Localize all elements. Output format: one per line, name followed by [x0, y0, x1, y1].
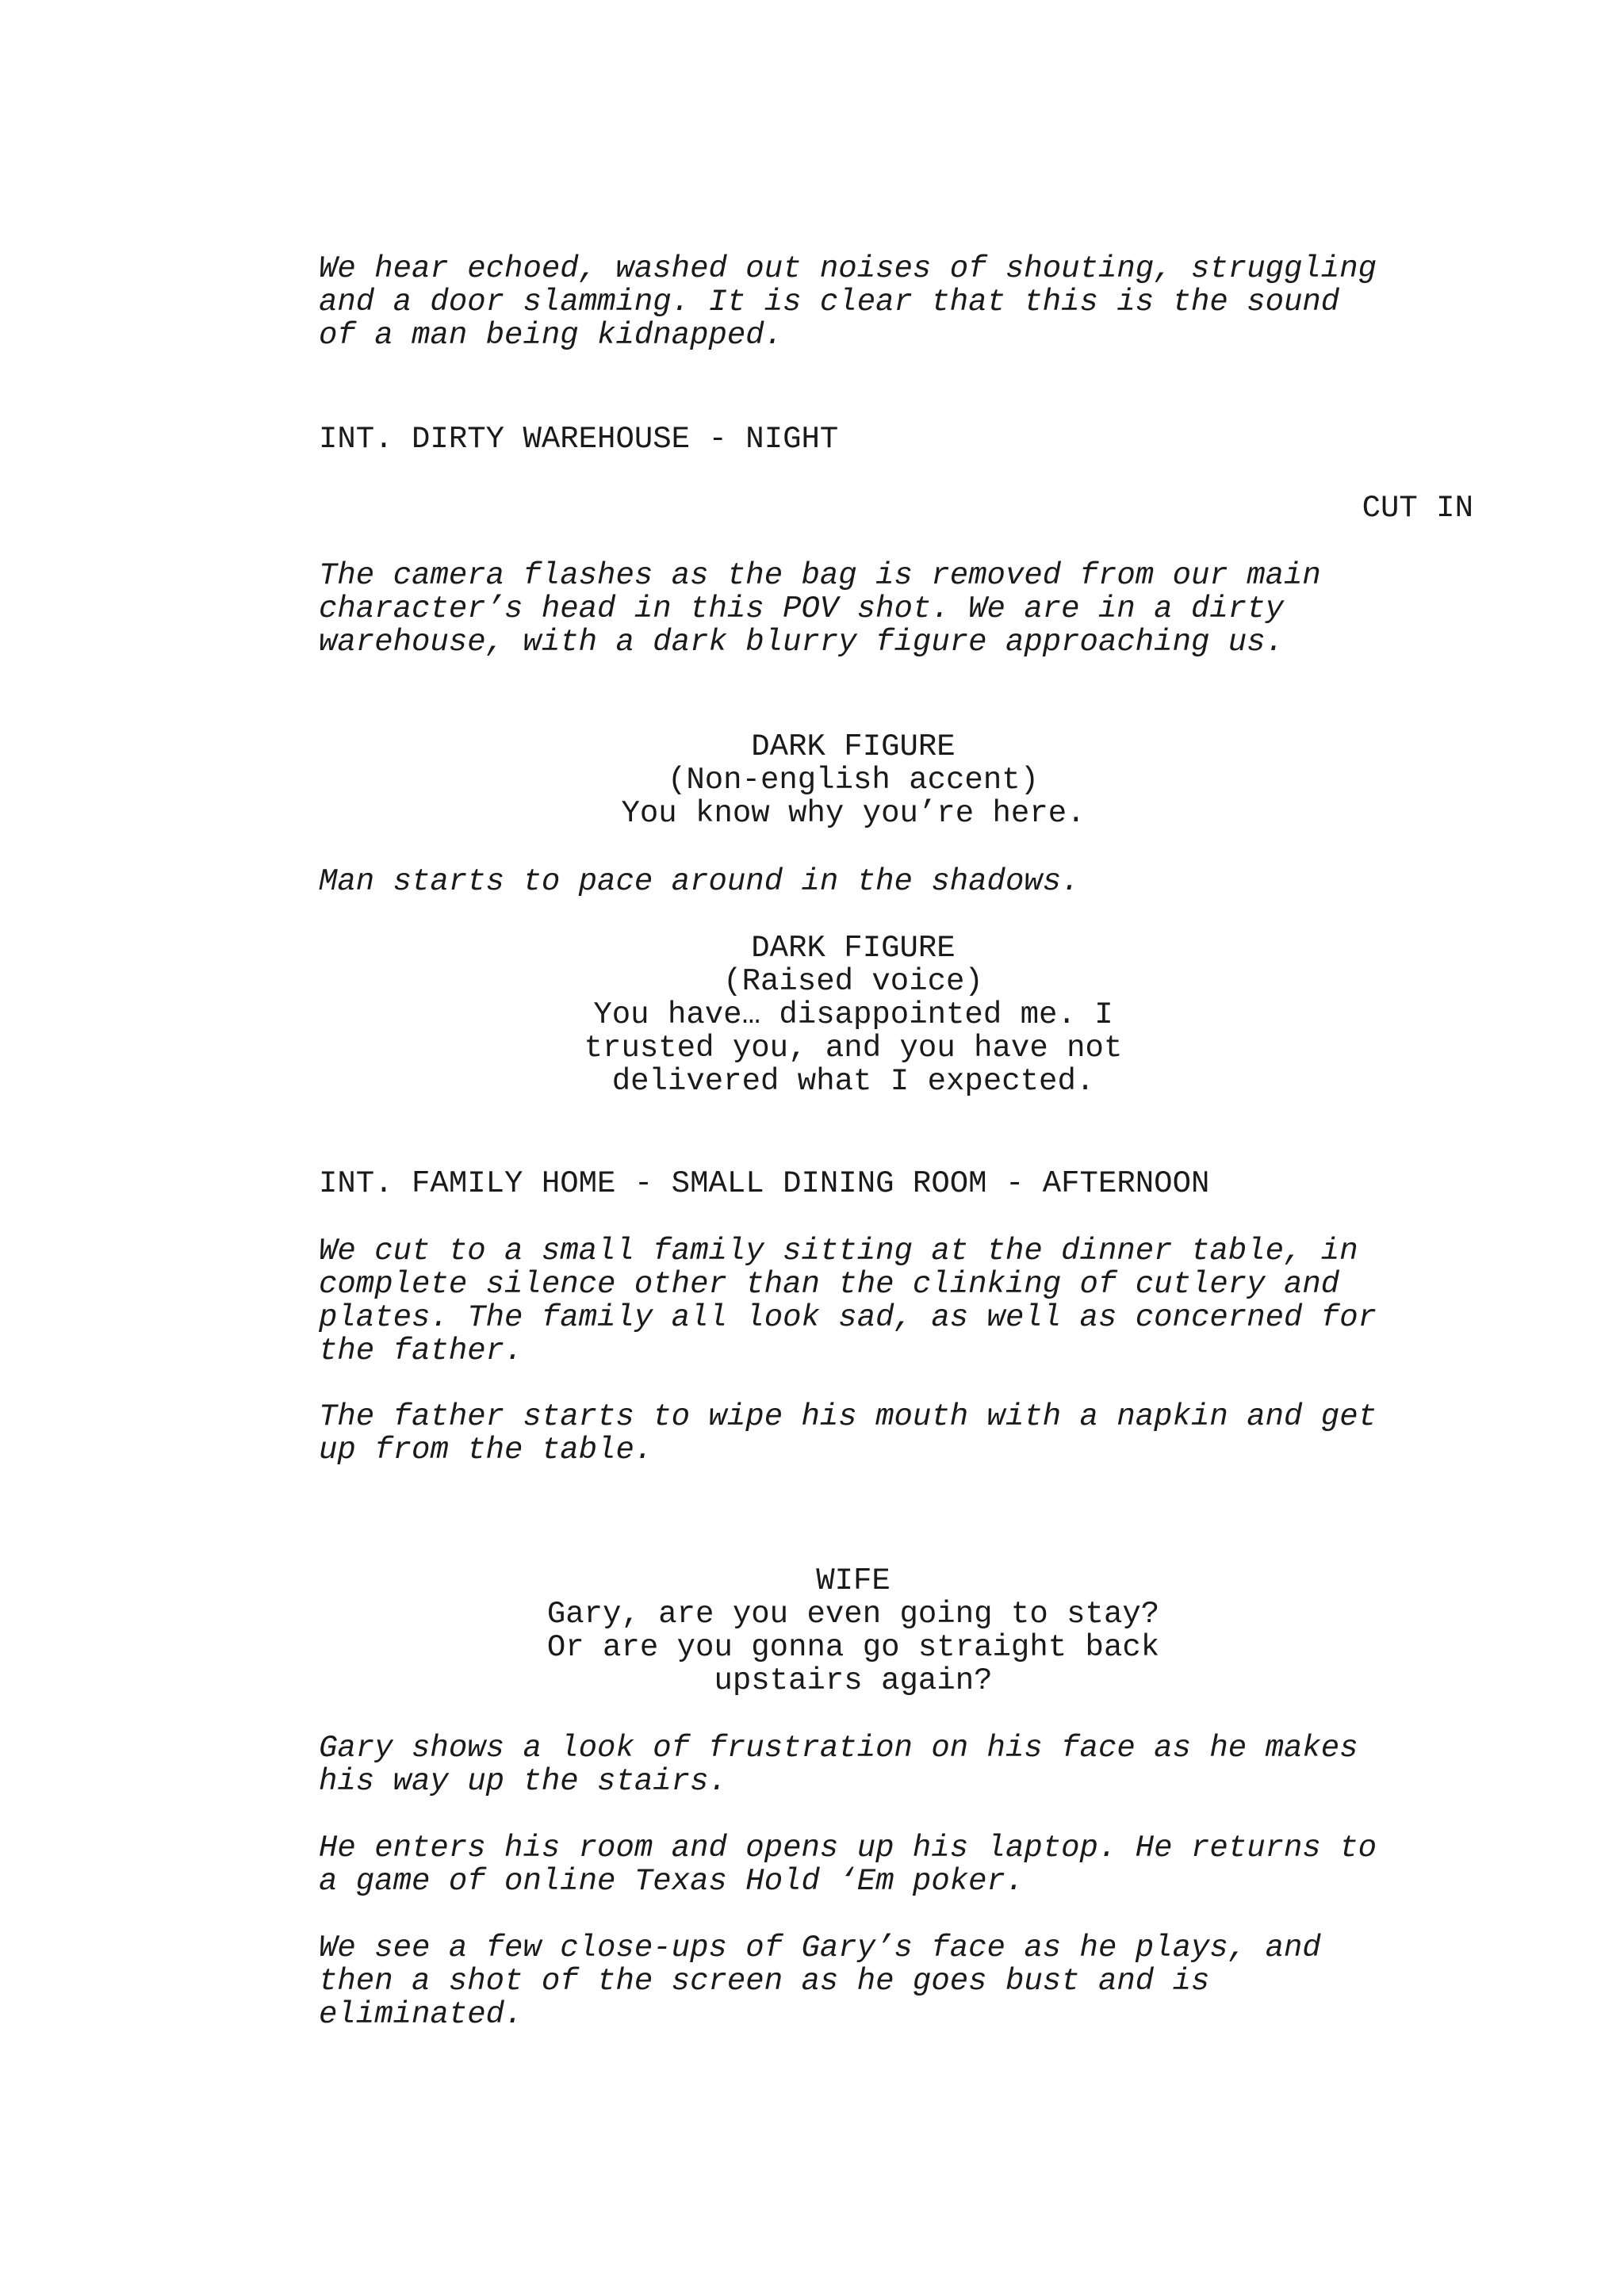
action-line: plates. The family all look sad, as well as concerned for: [319, 1300, 1377, 1335]
action-line: The father starts to wipe his mouth with a napkin and get: [319, 1399, 1377, 1434]
dialogue-line: You have… disappointed me. I: [593, 997, 1113, 1032]
action-line: warehouse, with a dark blurry figure approaching us.: [319, 625, 1284, 660]
dialogue-line: trusted you, and you have not: [584, 1031, 1123, 1066]
character-name: DARK FIGURE: [751, 931, 956, 966]
action-line: and a door slamming. It is clear that this is the sound: [319, 285, 1340, 320]
action-line: of a man being kidnapped.: [319, 318, 783, 353]
action-line: The camera flashes as the bag is removed from our main: [319, 558, 1321, 593]
action-line: then a shot of the screen as he goes bust and is: [319, 1964, 1210, 1999]
parenthetical: (Non-english accent): [667, 763, 1040, 798]
action-line: He enters his room and opens up his laptop. He returns to: [319, 1831, 1377, 1866]
character-name: DARK FIGURE: [751, 729, 956, 764]
action-line: complete silence other than the clinking of cutlery and: [319, 1267, 1340, 1302]
dialogue-line: You know why you’re here.: [621, 796, 1086, 831]
scene-heading: INT. FAMILY HOME - SMALL DINING ROOM - AFTERNOON: [319, 1166, 1210, 1201]
action-line: his way up the stairs.: [319, 1764, 727, 1799]
action-line: the father.: [319, 1334, 523, 1368]
transition: CUT IN: [1362, 491, 1473, 526]
action-line: eliminated.: [319, 1997, 523, 2032]
scene-heading: INT. DIRTY WAREHOUSE - NIGHT: [319, 422, 839, 457]
dialogue-line: Or are you gonna go straight back: [546, 1630, 1160, 1665]
action-line: Gary shows a look of frustration on his face as he makes: [319, 1731, 1358, 1766]
action-line: Man starts to pace around in the shadows.: [319, 864, 1080, 899]
dialogue-line: Gary, are you even going to stay?: [546, 1597, 1160, 1632]
action-line: We hear echoed, washed out noises of shouting, struggling: [319, 251, 1377, 286]
action-line: We cut to a small family sitting at the dinner table, in: [319, 1234, 1358, 1269]
dialogue-line: upstairs again?: [714, 1663, 993, 1698]
character-name: WIFE: [816, 1563, 891, 1598]
action-line: character’s head in this POV shot. We are in a dirty: [319, 591, 1284, 626]
parenthetical: (Raised voice): [723, 964, 983, 999]
dialogue-line: delivered what I expected.: [611, 1064, 1095, 1099]
action-line: a game of online Texas Hold ‘Em poker.: [319, 1864, 1025, 1899]
action-line: up from the table.: [319, 1433, 653, 1468]
action-line: We see a few close-ups of Gary’s face as he plays, and: [319, 1931, 1321, 1965]
